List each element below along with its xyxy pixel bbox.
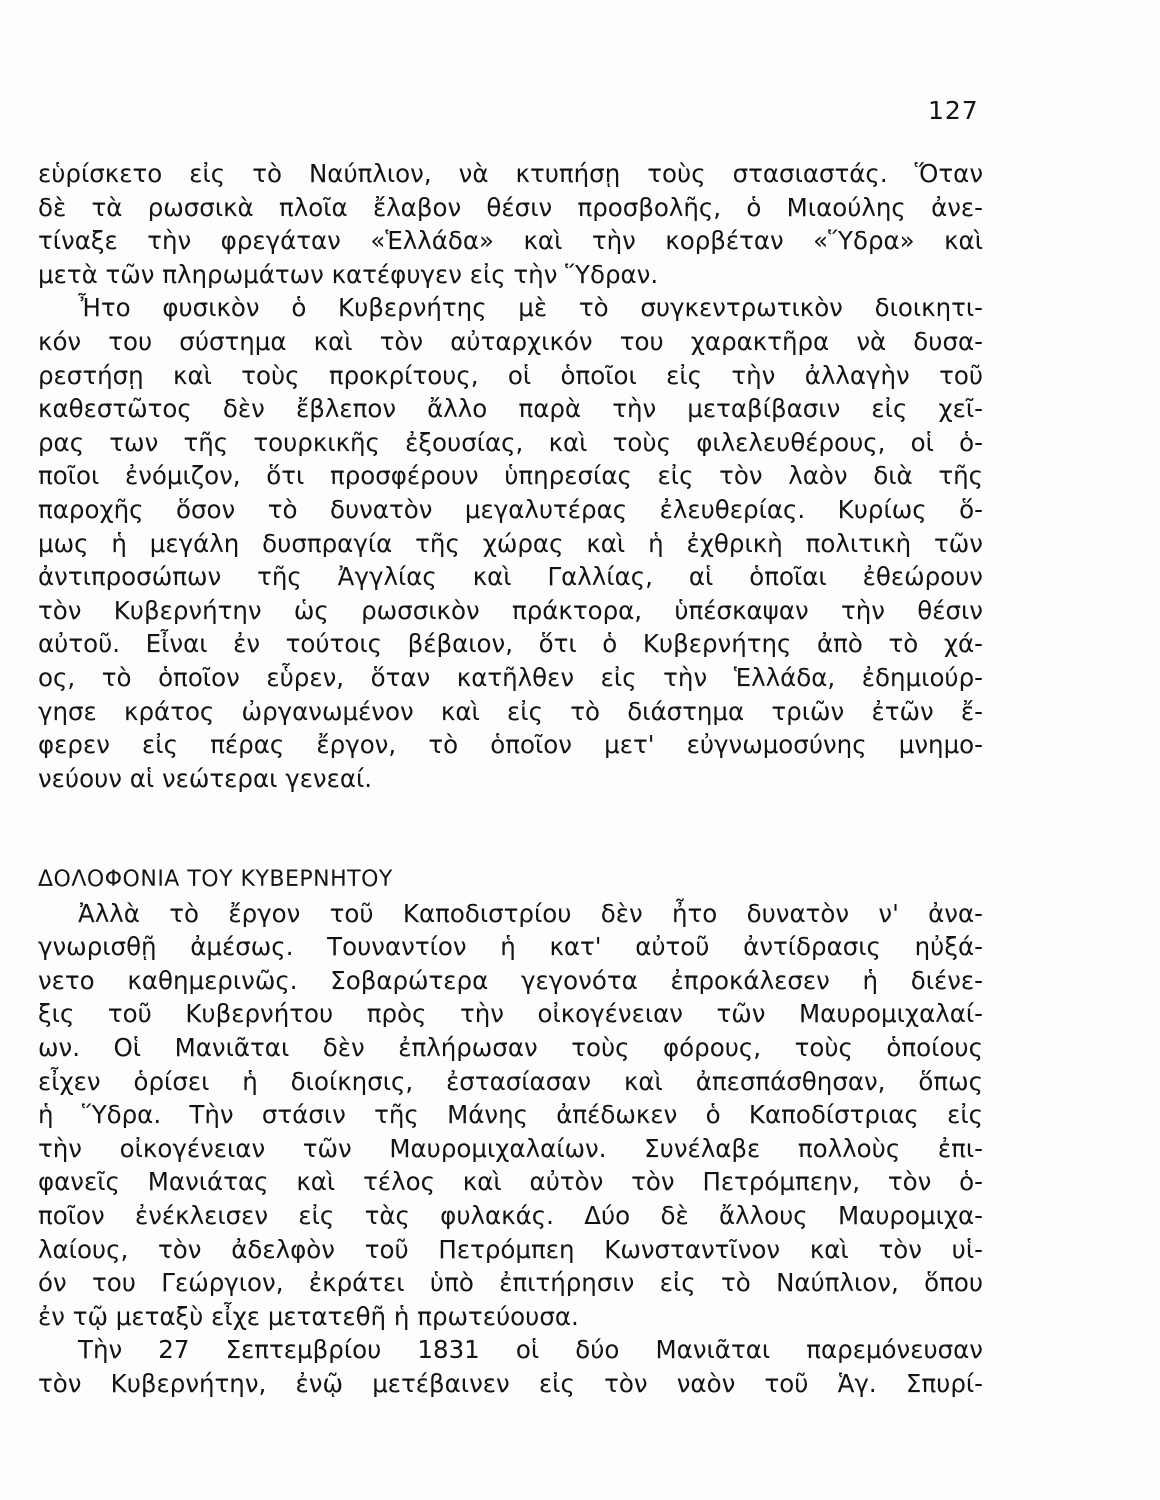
text-line: ποῖον ἐνέκλεισεν εἰς τὰς φυλακάς. Δύο δὲ ἄλλους Μαυρομιχα-	[38, 1200, 983, 1230]
text-line: νετο καθημερινῶς. Σοβαρώτερα γεγονότα ἐπροκάλεσεν ἡ διένε-	[38, 965, 983, 995]
text-line: γησε κράτος ὠργανωμένον καὶ εἰς τὸ διάστημα τριῶν ἐτῶν ἔ-	[38, 696, 983, 726]
text-line: παροχῆς ὅσον τὸ δυνατὸν μεγαλυτέρας ἐλευθερίας. Κυρίως ὅ-	[38, 494, 983, 524]
text-line: νεύουν αἱ νεώτεραι γενεαί.	[38, 763, 373, 793]
text-line: Ἀλλὰ τὸ ἔργον τοῦ Καποδιστρίου δὲν ἦτο δυνατὸν ν' ἀνα-	[78, 898, 983, 928]
text-line: καθεστῶτος δὲν ἔβλεπον ἄλλο παρὰ τὴν μεταβίβασιν εἰς χεῖ-	[38, 394, 983, 424]
text-line: ρεστήσῃ καὶ τοὺς προκρίτους, οἱ ὁποῖοι εἰς τὴν ἀλλαγὴν τοῦ	[38, 360, 983, 390]
text-line: ος, τὸ ὁποῖον εὗρεν, ὅταν κατῆλθεν εἰς τὴν Ἑλλάδα, ἐδημιούρ-	[38, 662, 983, 692]
text-line: εἶχεν ὁρίσει ἡ διοίκησις, ἐστασίασαν καὶ ἀπεσπάσθησαν, ὅπως	[38, 1066, 983, 1096]
text-line: φερεν εἰς πέρας ἔργον, τὸ ὁποῖον μετ' εὐγνωμοσύνης μνημο-	[38, 730, 983, 760]
text-line: ξις τοῦ Κυβερνήτου πρὸς τὴν οἰκογένειαν τῶν Μαυρομιχαλαί-	[38, 999, 983, 1029]
text-after-heading	[38, 863, 983, 1401]
text-line: Ἦτο φυσικὸν ὁ Κυβερνήτης μὲ τὸ συγκεντρωτικὸν διοικητι-	[78, 293, 983, 323]
text-line: ἀντιπροσώπων τῆς Ἀγγλίας καὶ Γαλλίας, αἱ ὁποῖαι ἐθεώρουν	[38, 562, 983, 592]
text-line: εὑρίσκετο εἰς τὸ Ναύπλιον, νὰ κτυπήσῃ τοὺς στασιαστάς. Ὅταν	[38, 159, 983, 188]
text-line: όν του Γεώργιον, ἐκράτει ὑπὸ ἐπιτήρησιν εἰς τὸ Ναύπλιον, ὅπου	[38, 1268, 983, 1298]
text-line: τὸν Κυβερνήτην, ἐνῷ μετέβαινεν εἰς τὸν ναὸν τοῦ Ἁγ. Σπυρί-	[38, 1368, 983, 1398]
page-number: 127	[928, 96, 979, 125]
text-line: μετὰ τῶν πληρωμάτων κατέφυγεν εἰς τὴν Ὕδραν.	[38, 259, 659, 289]
text-line: ἐν τῷ μεταξὺ εἶχε μετατεθῆ ἡ πρωτεύουσα.	[38, 1301, 579, 1331]
text-before-heading	[38, 157, 983, 795]
text-line: τὴν οἰκογένειαν τῶν Μαυρομιχαλαίων. Συνέλαβε πολλοὺς ἐπι-	[38, 1133, 983, 1163]
text-line: τίναξε τὴν φρεγάταν «Ἑλλάδα» καὶ τὴν κορβέταν «Ὕδρα» καὶ	[38, 226, 983, 256]
text-line: φανεῖς Μανιάτας καὶ τέλος καὶ αὐτὸν τὸν Πετρόμπεην, τὸν ὁ-	[38, 1167, 983, 1197]
text-line: γνωρισθῇ ἀμέσως. Τουναντίον ἡ κατ' αὐτοῦ ἀντίδρασις ηὐξά-	[38, 932, 983, 962]
text-line: τὸν Κυβερνήτην ὡς ρωσσικὸν πράκτορα, ὑπέσκαψαν τὴν θέσιν	[38, 595, 983, 625]
text-line: ποῖοι ἐνόμιζον, ὅτι προσφέρουν ὑπηρεσίας εἰς τὸν λαὸν διὰ τῆς	[38, 461, 983, 491]
text-line: μως ἡ μεγάλη δυσπραγία τῆς χώρας καὶ ἡ ἐχθρικὴ πολιτικὴ τῶν	[38, 528, 983, 558]
text-line: ρας των τῆς τουρκικῆς ἐξουσίας, καὶ τοὺς φιλελευθέρους, οἱ ὁ-	[38, 427, 983, 457]
text-line: Τὴν 27 Σεπτεμβρίου 1831 οἱ δύο Μανιᾶται παρεμόνευσαν	[78, 1335, 983, 1365]
text-line: ων. Οἱ Μανιᾶται δὲν ἐπλήρωσαν τοὺς φόρους, τοὺς ὁποίους	[38, 1032, 983, 1062]
text-line: ἡ Ὕδρα. Τὴν στάσιν τῆς Μάνης ἀπέδωκεν ὁ Καποδίστριας εἰς	[38, 1100, 983, 1130]
text-line: κόν του σύστημα καὶ τὸν αὐταρχικόν του χαρακτῆρα νὰ δυσα-	[38, 326, 983, 356]
text-line: λαίους, τὸν ἀδελφὸν τοῦ Πετρόμπεη Κωνσταντῖνον καὶ τὸν υἱ-	[38, 1234, 983, 1264]
text-line: αὐτοῦ. Εἶναι ἐν τούτοις βέβαιον, ὅτι ὁ Κυβερνήτης ἀπὸ τὸ χά-	[38, 629, 983, 659]
text-line: δὲ τὰ ρωσσικὰ πλοῖα ἔλαβον θέσιν προσβολῆς, ὁ Μιαούλης ἀνε-	[38, 192, 983, 222]
section-heading: ΔΟΛΟΦΟΝΙΑ ΤΟΥ ΚΥΒΕΡΝΗΤΟΥ	[38, 867, 393, 892]
